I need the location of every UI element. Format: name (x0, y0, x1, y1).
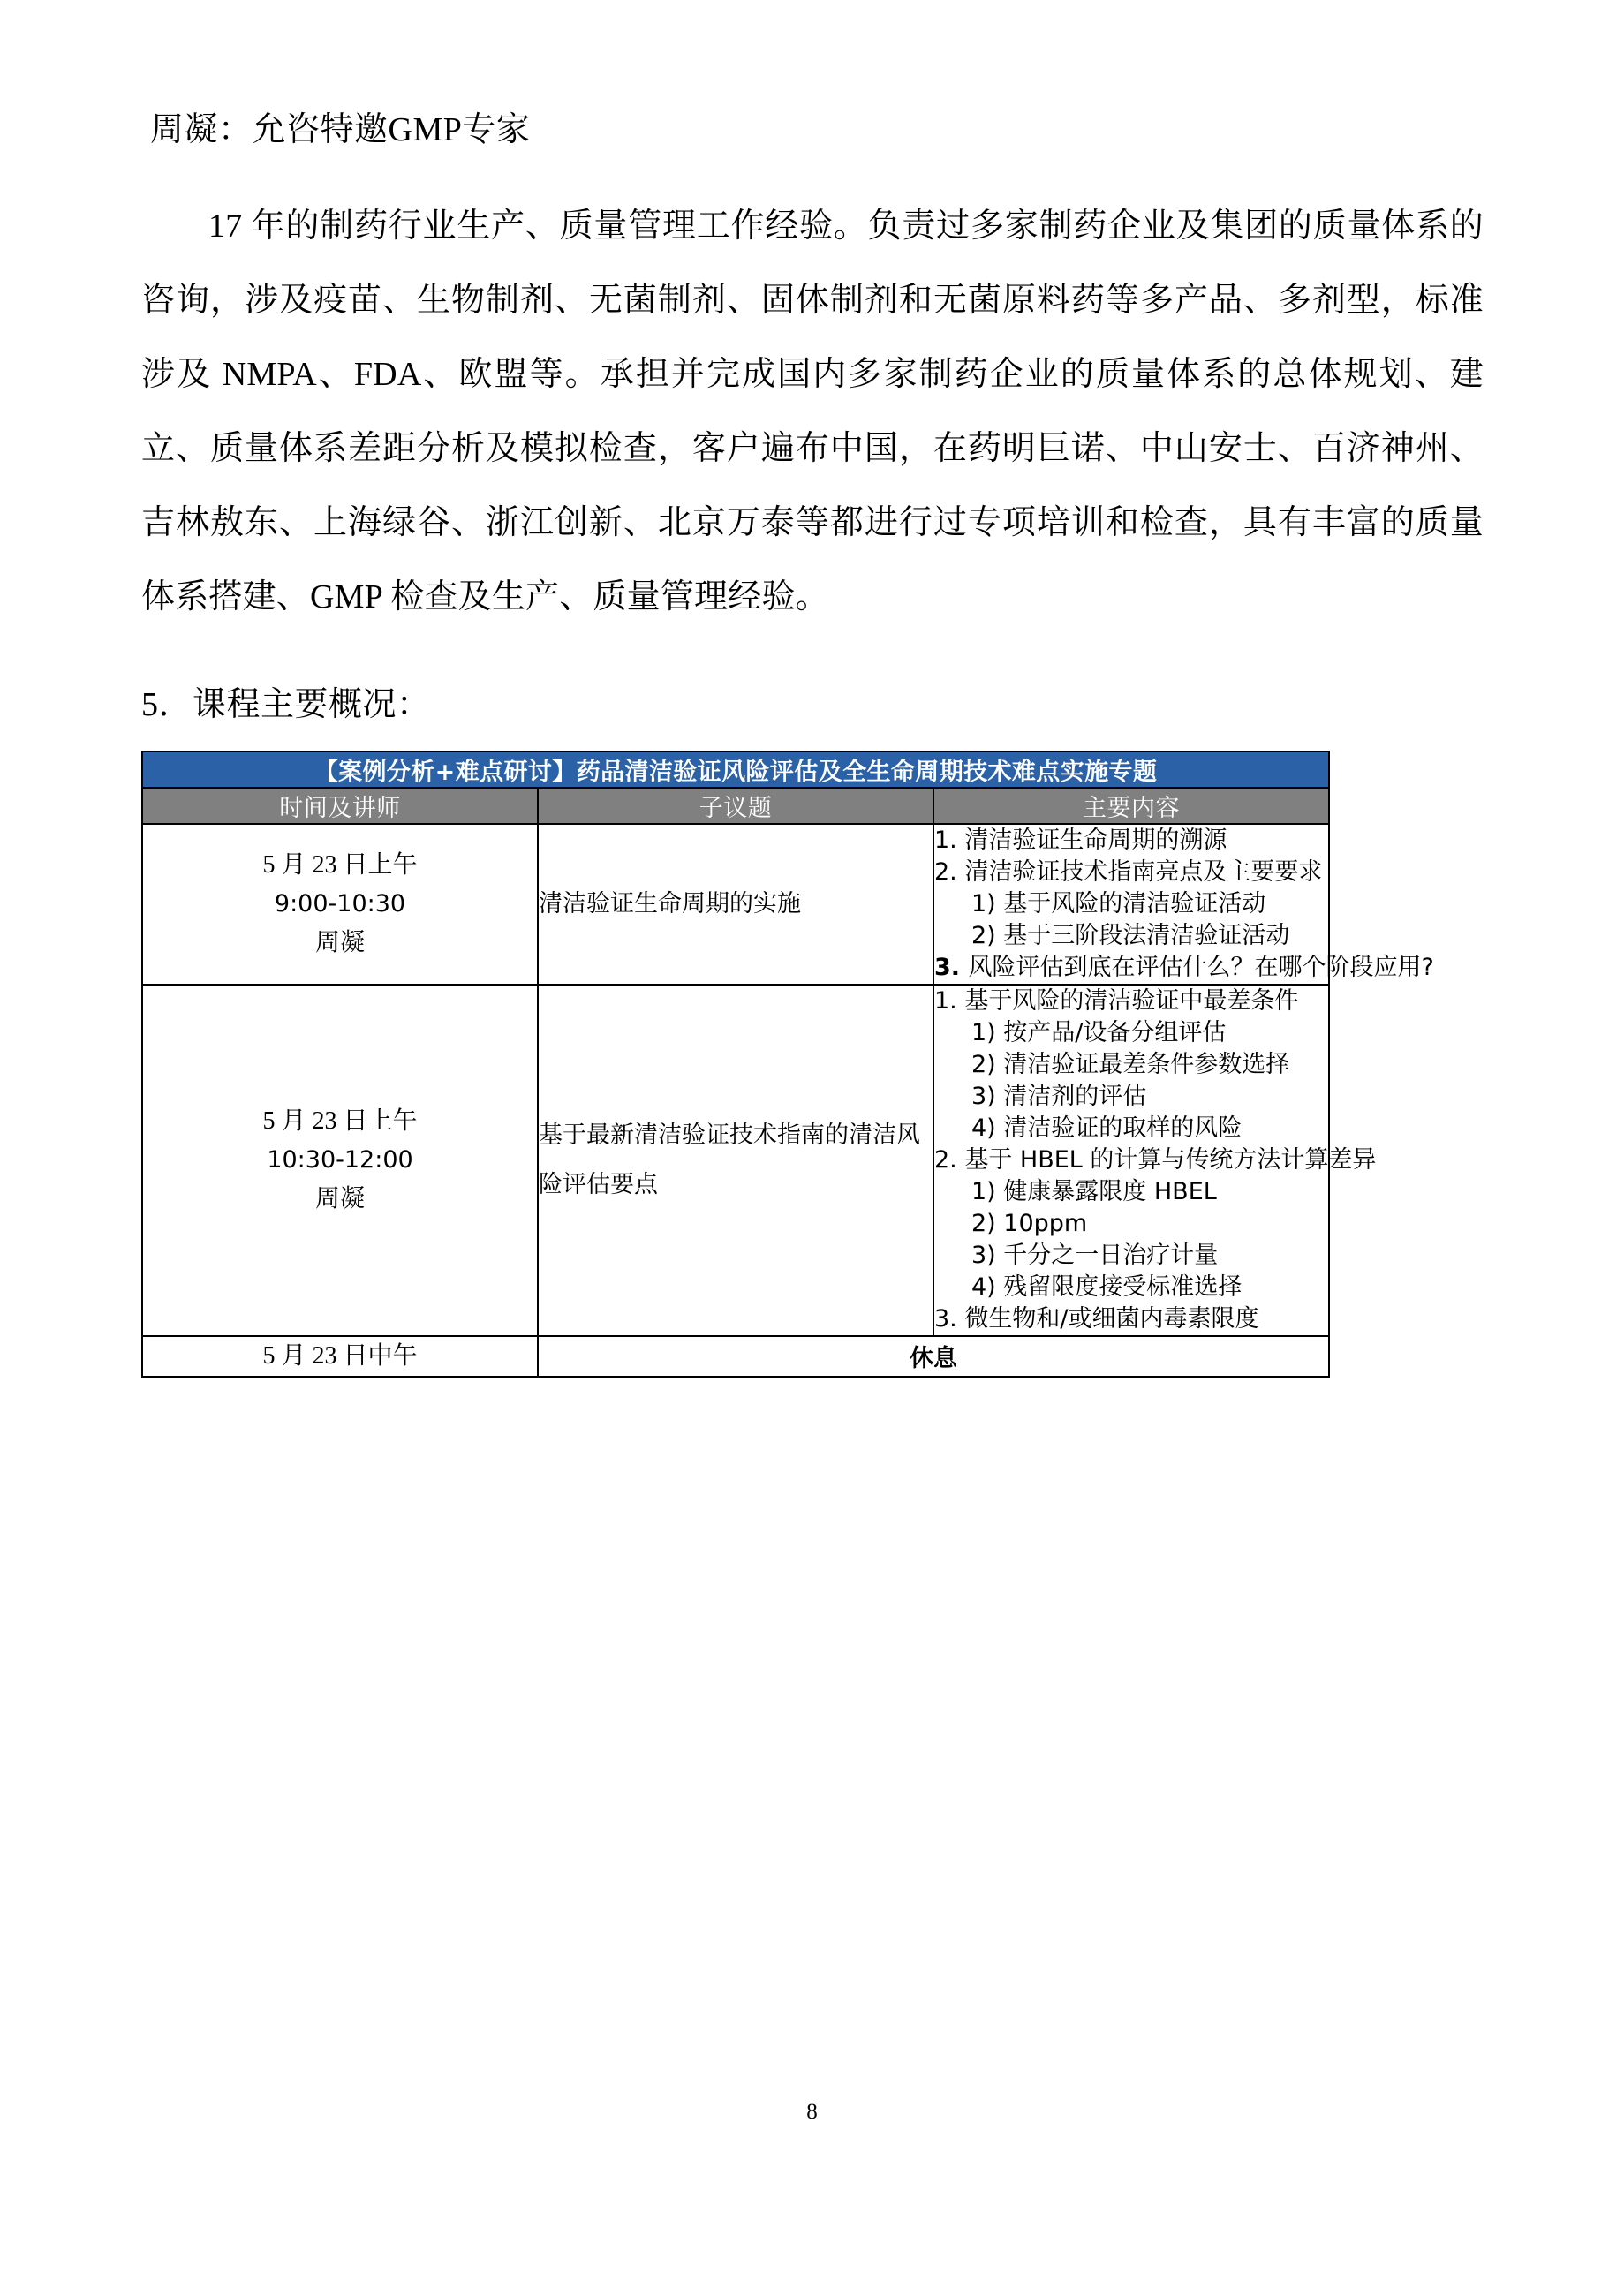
time-line: 5 月 23 日上午 (262, 1106, 418, 1135)
content-outline-item (934, 1272, 1328, 1303)
cell-subtopic: 清洁验证生命周期的实施 (538, 824, 933, 985)
table-title-row (142, 751, 1329, 788)
outline-marker: 2. (934, 857, 965, 886)
cell-main-content (933, 824, 1434, 985)
time-line: 周凝 (314, 928, 365, 956)
content-outline-item (934, 952, 1434, 984)
time-line: 周凝 (314, 1184, 365, 1212)
outline-text: 基于 HBEL 的计算与传统方法计算差异 (964, 1145, 1377, 1174)
table-row (142, 985, 1329, 1336)
outline-text: 清洁验证的取样的风险 (1003, 1114, 1243, 1142)
outline-marker: 1. (934, 986, 965, 1015)
schedule-table-wrapper (141, 751, 1484, 1378)
outline-marker: 1. (934, 826, 965, 854)
content-outline-item (934, 1144, 1377, 1176)
time-line: 10:30-12:00 (267, 1145, 413, 1174)
table-row (142, 824, 1329, 985)
course-schedule-table (141, 751, 1434, 1378)
column-header-3: 主要内容 (933, 788, 1329, 824)
outline-marker: 2) (971, 1050, 1004, 1078)
outline-marker: 3) (971, 1241, 1004, 1269)
page-content (141, 113, 1484, 1378)
content-outline-item (934, 825, 1328, 857)
page-number: 8 (806, 2100, 818, 2124)
outline-marker: 1) (971, 889, 1004, 918)
content-outline-item (934, 1240, 1328, 1272)
content-outline-item (934, 1176, 1328, 1208)
speaker-bio-paragraph: 17 年的制药行业生产、质量管理工作经验。负责过多家制药企业及集团的质量体系的咨询，涉及疫苗、生物制剂、无菌制剂、固体制剂和无菌原料药等多产品、多剂型，标准涉及 NMPA、FDA、欧盟等。承担并完成国内多家制药企业的质量体系的总体规划、建立、质量体系差距分析及模拟检查，客户遍布中国，在药明巨诺、中山安士、百济神州、吉林敖东、上海绿谷、浙江创新、北京万泰等都进行过专项培训和检查，具有丰富的质量体系搭建、GMP 检查及生产、质量管理经验。 (141, 208, 1484, 616)
column-header-1: 时间及讲师 (142, 788, 538, 824)
outline-marker: 2. (934, 1145, 965, 1174)
content-outline-item (934, 888, 1328, 920)
outline-marker: 3. (934, 953, 969, 981)
outline-text: 清洁验证技术指南亮点及主要要求 (964, 857, 1323, 886)
cell-time-instructor (142, 985, 538, 1336)
outline-marker: 2) (971, 921, 1004, 949)
time-line: 9:00-10:30 (274, 889, 406, 918)
outline-marker: 2) (971, 1209, 1004, 1237)
table-row-break (142, 1336, 1329, 1377)
cell-time-instructor (142, 824, 538, 985)
content-outline-item (934, 1081, 1328, 1113)
time-line: 5 月 23 日中午 (262, 1341, 418, 1370)
outline-marker: 4) (971, 1114, 1004, 1142)
outline-text: 基于风险的清洁验证中最差条件 (964, 986, 1299, 1015)
table-header-row (142, 788, 1329, 824)
outline-marker: 4) (971, 1273, 1004, 1301)
outline-text: 微生物和/或细菌内毒素限度 (964, 1304, 1259, 1333)
content-outline-item (934, 920, 1328, 952)
outline-text: 10ppm (1003, 1209, 1088, 1237)
content-outline-item (934, 1208, 1328, 1240)
outline-text: 按产品/设备分组评估 (1003, 1018, 1227, 1046)
content-outline-item (934, 1113, 1328, 1144)
content-outline-list (934, 986, 1377, 1335)
content-outline-list (934, 825, 1434, 984)
cell-break-label: 休息 (538, 1336, 1329, 1377)
cell-break-time (142, 1336, 538, 1377)
outline-text: 清洁验证生命周期的溯源 (964, 826, 1227, 854)
content-outline-item (934, 986, 1328, 1017)
outline-text: 清洁验证最差条件参数选择 (1003, 1050, 1290, 1078)
outline-marker: 1) (971, 1018, 1004, 1046)
section-heading-course-overview: 5．课程主要概况： (141, 686, 431, 723)
outline-text: 健康暴露限度 HBEL (1003, 1177, 1217, 1205)
outline-marker: 3. (934, 1304, 965, 1333)
outline-text: 基于三阶段法清洁验证活动 (1003, 921, 1290, 949)
outline-text: 清洁剂的评估 (1003, 1082, 1147, 1110)
cell-main-content (933, 985, 1377, 1336)
speaker-title: 周凝：允咨特邀GMP专家 (150, 111, 531, 148)
column-header-2: 子议题 (538, 788, 933, 824)
outline-text: 基于风险的清洁验证活动 (1003, 889, 1266, 918)
outline-marker: 3) (971, 1082, 1004, 1110)
content-outline-item (934, 1303, 1328, 1335)
time-line: 5 月 23 日上午 (262, 850, 418, 879)
content-outline-item (934, 1017, 1328, 1049)
table-title: 【案例分析+难点研讨】药品清洁验证风险评估及全生命周期技术难点实施专题 (142, 751, 1329, 788)
outline-text: 千分之一日治疗计量 (1003, 1241, 1219, 1269)
content-outline-item (934, 1049, 1328, 1081)
cell-subtopic: 基于最新清洁验证技术指南的清洁风险评估要点 (538, 985, 933, 1336)
outline-text: 残留限度接受标准选择 (1003, 1273, 1243, 1301)
outline-marker: 1) (971, 1177, 1004, 1205)
outline-text: 风险评估到底在评估什么？在哪个阶段应用? (968, 953, 1434, 981)
content-outline-item (934, 857, 1328, 888)
